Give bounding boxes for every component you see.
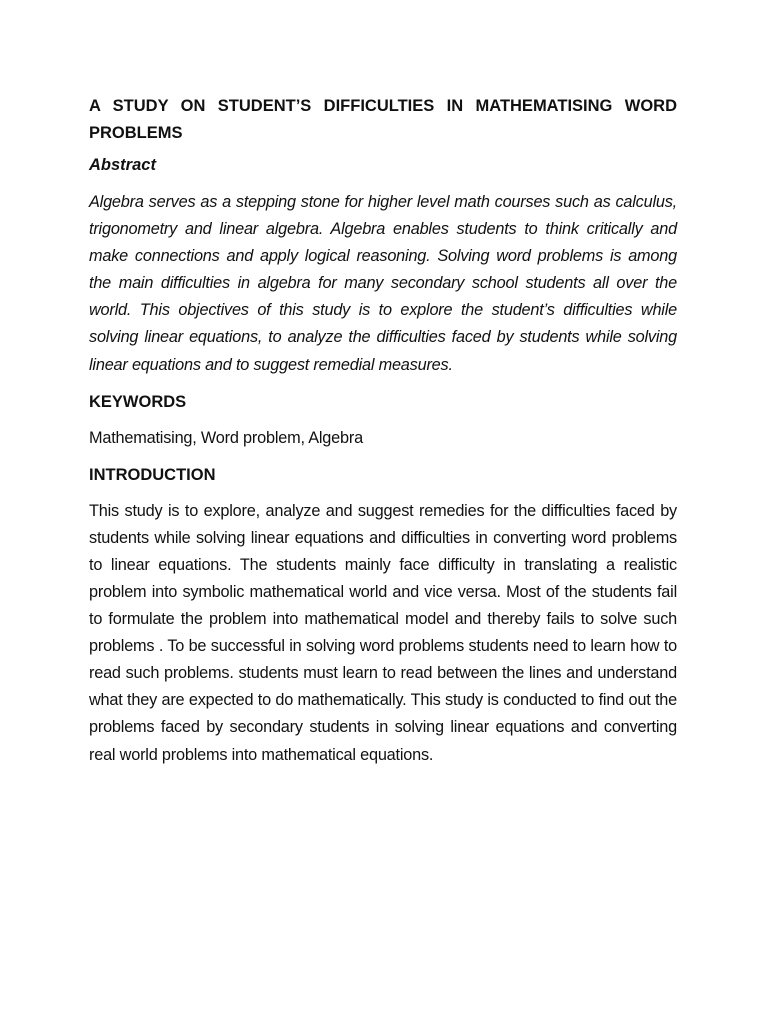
keywords-list: Mathematising, Word problem, Algebra — [89, 428, 363, 447]
introduction-heading: INTRODUCTION — [89, 465, 216, 484]
abstract-heading: Abstract — [89, 156, 156, 174]
paper-title-line-2: PROBLEMS — [89, 124, 183, 142]
keywords-heading: KEYWORDS — [89, 392, 187, 411]
paper-title-line-1: A STUDY ON STUDENT’S DIFFICULTIES IN MATHEMATISING WORD — [89, 97, 677, 115]
abstract-body: Algebra serves as a stepping stone for higher level math courses such as calculus, trigonometry and linear algebra. Algebra enables students to think critically and make connections and apply logical reasoning. Solving word problems is among the main difficulties in algebra for many secondary school students all over the world. This objectives of this study is to explore the student’s difficulties while solving linear equations, to analyze the difficulties faced by students while solving linear equations and to suggest remedial measures. — [89, 193, 677, 374]
paper-title — [89, 93, 677, 147]
document-page — [89, 93, 677, 769]
introduction-body: This study is to explore, analyze and suggest remedies for the difficulties faced by students while solving linear equations and difficulties in converting word problems to linear equations. The students mainly face difficulty in translating a realistic problem into symbolic mathematical world and vice versa. Most of the students fail to formulate the problem into mathematical model and thereby fails to solve such problems . To be successful in solving word problems students need to learn how to read such problems. students must learn to read between the lines and understand what they are expected to do mathematically. This study is conducted to find out the problems faced by secondary students in solving linear equations and converting real world problems into mathematical equations. — [89, 501, 677, 764]
